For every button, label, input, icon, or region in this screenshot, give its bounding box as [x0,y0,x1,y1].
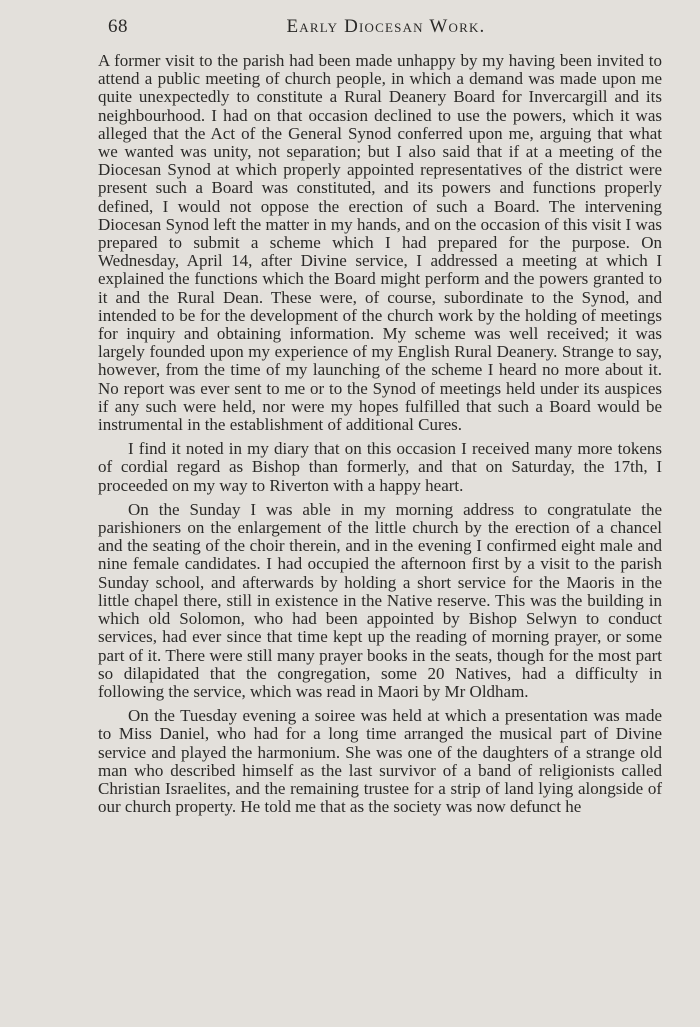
page-number: 68 [108,16,128,37]
paragraph: I find it noted in my diary that on this occasion I received many more tokens of cordial regard as Bishop than formerly, and that on Saturday, the 17th, I proceeded on my way to Riverton with a happy heart. [98,439,662,495]
paragraph: On the Sunday I was able in my morning address to congratulate the parishioners on the enlargement of the little church by the erection of a chancel and the seating of the choir therein, and in the evening I confirmed eight male and nine female candidates. I had occupied the afternoon first by a visit to the parish Sunday school, and afterwards by holding a short service for the Maoris in the little chapel there, still in existence in the Native reserve. This was the building in which old Solomon, who had been appointed by Bishop Selwyn to conduct services, had ever since that time kept up the reading of morning prayer, or some part of it. There were still many prayer books in the seats, though for the most part so dilapidated that the congregation, some 20 Natives, had a difficulty in following the service, which was read in Maori by Mr Oldham. [98,499,662,701]
paragraph: A former visit to the parish had been made unhappy by my having been invited to attend a public meeting of church people, in which a demand was made upon me quite unexpectedly to constitute a Rural Deanery Board for Invercargill and its neighbourhood. I had on that occasion declined to use the powers, which it was alleged that the Act of the General Synod conferred upon me, arguing that what we wanted was unity, not separation; but I also said that if at a meeting of the Diocesan Synod at which properly appointed representatives of the district were present such a Board was constituted, and its powers and functions properly defined, I would not oppose the erection of such a Board. The intervening Diocesan Synod left the matter in my hands, and on the occasion of this visit I was prepared to submit a scheme which I had prepared for the purpose. On Wednesday, April 14, after Divine service, I addressed a meeting at which I explained the functions which the Board might perform and the powers granted to it and the Rural Dean. These were, of course, subordinate to the Synod, and intended to be for the development of the church work by the holding of meetings for inquiry and obtaining information. My scheme was well received; it was largely founded upon my experience of my English Rural Deanery. Strange to say, however, from the time of my launching of the scheme I heard no more about it. No report was ever sent to me or to the Synod of meetings held under its auspices if any such were held, nor were my hopes fulfilled that such a Board would be instrumental in the establishment of additional Cures. [98,51,662,435]
body-text [98,52,662,816]
page-header [108,14,664,44]
running-head: Early Diocesan Work. [286,16,486,37]
paragraph: On the Tuesday evening a soiree was held at which a presentation was made to Miss Daniel, who had for a long time arranged the musical part of Divine service and played the harmonium. She was one of the daughters of a strange old man who described himself as the last survivor of a band of religionists called Christian Israelites, and the remaining trustee for a strip of land lying alongside of our church property. He told me that as the society was now defunct he [98,706,662,817]
